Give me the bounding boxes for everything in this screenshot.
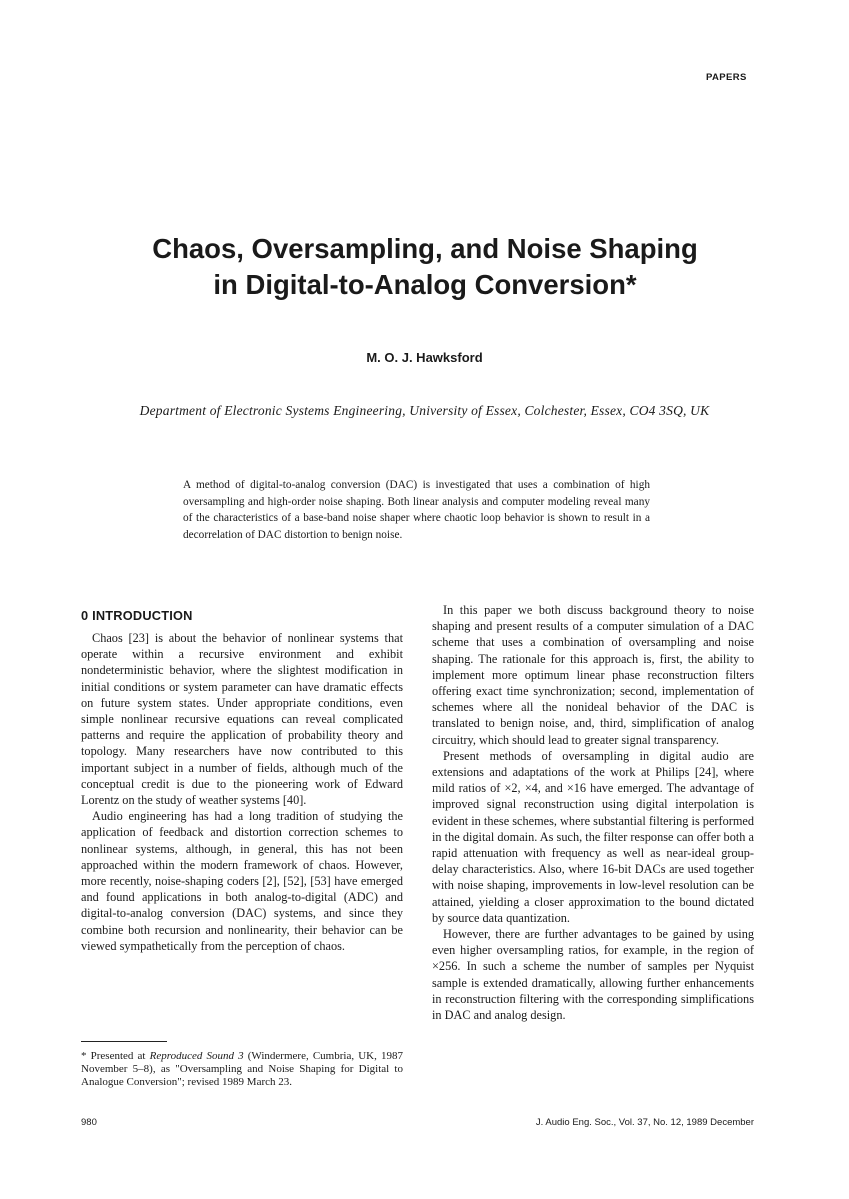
footnote-event: Reproduced Sound 3 — [149, 1050, 244, 1062]
section-heading: 0 INTRODUCTION — [81, 608, 193, 623]
paragraph: Chaos [23] is about the behavior of nonlinear systems that operate within a recursive environment and exhibit nondeterministic behavior, where the slightest modification in initial conditions or system parameter can have dramatic effects on future system states. Under appropriate conditions, even simple nonlinear recursive equations can reveal complicated patterns and require the application of probability theory and topology. Many researchers have now contributed to this important subject in a number of fields, although much of the conceptual credit is due to the pioneering work of Edward Lorentz on the study of weather systems [40]. — [81, 631, 403, 808]
abstract: A method of digital-to-analog conversion (DAC) is investigated that uses a combination of high oversampling and high-order noise shaping. Both linear analysis and computer modeling reveal many of the characteristics of a base-band noise shaper where chaotic loop behavior is shown to result in a decorrelation of DAC distortion to benign noise. — [183, 479, 650, 541]
footnote-rule — [81, 1041, 167, 1042]
journal-citation: J. Audio Eng. Soc., Vol. 37, No. 12, 1989 December — [535, 1117, 754, 1128]
paragraph: Present methods of oversampling in digital audio are extensions and adaptations of the work at Philips [24], where mild ratios of ×2, ×4, and ×16 have emerged. The advantage of improved signal reconstruction using digital interpolation is evident in these schemes, where substantial filtering is performed in the digital domain. As such, the filter response can offer both a rapid attenuation with frequency as well as near-ideal group-delay characteristics. Also, where 16-bit DACs are used together with noise shaping, improvements in low-level resolution can be attained, yielding a closer approximation to the bound dictated by source data quantization. — [432, 748, 755, 925]
affiliation: Department of Electronic Systems Engineering, University of Essex, Colchester, Essex, CO4 3SQ, UK — [139, 403, 710, 418]
section-label: PAPERS — [706, 72, 747, 83]
left-column — [81, 630, 403, 954]
paper-title-line-1: Chaos, Oversampling, and Noise Shaping — [152, 233, 698, 264]
paragraph: In this paper we both discuss background theory to noise shaping and present results of a computer simulation of a DAC scheme that uses a combination of oversampling and noise shaping. The rationale for this approach is, first, the ability to implement more optimum linear phase reconstruction filters offering exact time synchronization; second, implementation of schemes where all the nonideal behavior of the DAC is translated to benign noise, and, third, simplification of analog circuitry, which should lead to greater signal transparency. — [432, 603, 754, 747]
footnote-prefix: * Presented at — [81, 1050, 150, 1062]
right-column — [432, 602, 754, 1023]
footnote — [81, 1050, 403, 1089]
page-number: 980 — [81, 1117, 97, 1128]
author-name: M. O. J. Hawksford — [366, 350, 483, 365]
footnote-rest: (Windermere, Cumbria, UK, 1987 November 5–8), as "Oversampling and Noise Shaping for Digital to Analogue Conversion"; revised 1989 March 23. — [81, 1050, 403, 1088]
paragraph: However, there are further advantages to be gained by using even higher oversampling ratios, for example, in the region of ×256. In such a scheme the number of samples per Nyquist sample is extended dramatically, allowing further enhancements in reconstruction filtering with the corresponding simplifications in DAC and analog design. — [432, 927, 754, 1023]
paper-title-line-2: in Digital-to-Analog Conversion* — [213, 269, 637, 300]
paragraph: Audio engineering has had a long tradition of studying the application of feedback and distortion correction schemes to nonlinear systems, although, in general, this has not been approached within the modern framework of chaos. However, more recently, noise-shaping coders [2], [52], [53] have emerged and found applications in both analog-to-digital (ADC) and digital-to-analog conversion (DAC) systems, and since they combine both recursion and nonlinearity, their behavior can be viewed sympathetically from the perception of chaos. — [81, 809, 403, 953]
